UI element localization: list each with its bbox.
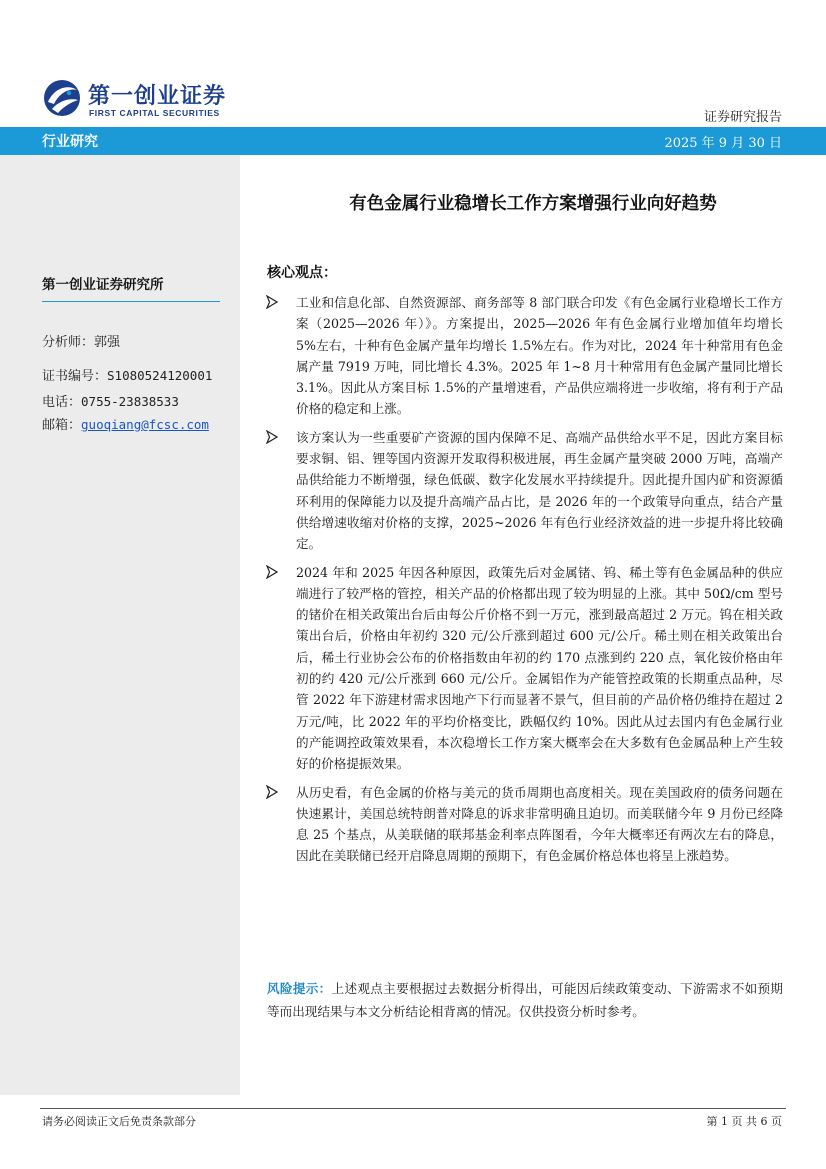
risk-text: 上述观点主要根据过去数据分析得出，可能因后续政策变动、下游需求不如预期等而出现结果与本文分析结论相背离的情况。仅供投资分析时参考。: [267, 981, 784, 1019]
header-band: [0, 127, 826, 155]
institute-divider: [42, 301, 220, 302]
logo-chinese-name: 第一创业证券: [88, 84, 227, 109]
analyst-label: 分析师：: [42, 335, 95, 350]
analyst-line: [42, 331, 120, 350]
report-type: 证券研究报告: [703, 110, 782, 125]
arrow-bullet-icon: [266, 565, 278, 579]
arrow-bullet-icon: [266, 785, 278, 799]
risk-warning: [267, 977, 783, 1023]
certificate-line: [42, 365, 212, 384]
list-item: [266, 292, 783, 420]
logo-english-name: FIRST CAPITAL SECURITIES: [89, 108, 220, 118]
institute-name: 第一创业证券研究所: [42, 277, 164, 293]
page-number: 第 1 页 共 6 页: [706, 1115, 782, 1128]
email-link[interactable]: guoqiang@fcsc.com: [81, 417, 209, 432]
email-label: 邮箱：: [42, 418, 82, 433]
risk-label: 风险提示：: [267, 981, 332, 996]
core-views-list: [266, 292, 783, 867]
list-item: [266, 562, 783, 775]
list-item-text: 工业和信息化部、自然资源部、商务部等 8 部门联合印发《有色金属行业稳增长工作方案（2025—2026 年）》。方案提出，2025—2026 年有色金属行业增加值年均增长 5%左右，十种有色金属产量年均增长 1.5%左右。作为对比，2024 年十种常用有色金属产量 7919 万吨，同比增长 4.3%。2025 年 1~8 月十种常用有色金属产量同比增长 3.1%。因此从方案目标 1.5%的产量增速看，产品供应端将进一步收缩，将有利于产品价格的稳定和上涨。: [296, 295, 783, 417]
list-item-text: 2024 年和 2025 年因各种原因，政策先后对金属锗、钨、稀土等有色金属品种的供应端进行了较严格的管控，相关产品的价格都出现了较为明显的上涨。其中 50Ω/cm 型号的锗价在相关政策出台后由每公斤价格不到一万元，涨到最高超过 2 万元。钨在相关政策出台后，价格由年初约 320 元/公斤涨到超过 600 元/公斤。稀土则在相关政策出台后，稀土行业协会公布的价格指数由年初的约 170 点涨到约 220 点，氧化铵价格由年初的约 420 元/公斤涨到 660 元/公斤。金属铝作为产能管控政策的长期重点品种，尽管 2022 年下游建材需求因地产下行而显著不景气，但目前的产品价格仍维持在超过 2 万元/吨，比 2022 年的平均价格变比，跌幅仅约 10%。因此从过去国内有色金属行业的产能调控政策效果看，本次稳增长工作方案大概率会在大多数有色金属品种上产生较好的价格提振效果。: [296, 564, 783, 772]
globe-logo-icon: [42, 78, 82, 118]
email-line: [42, 414, 209, 433]
footer-divider: [40, 1108, 786, 1109]
core-views-heading: 核心观点：: [267, 265, 337, 281]
arrow-bullet-icon: [266, 430, 278, 444]
sidebar: [0, 155, 240, 1095]
certificate-number: S1080524120001: [107, 368, 213, 383]
list-item-text: 从历史看，有色金属的价格与美元的货币周期也高度相关。现在美国政府的债务问题在快速累计，美国总统特朗普对降息的诉求非常明确且迫切。而美联储今年 9 月份已经降息 25 个基点，从美联储的联邦基金利率点阵图看，今年大概率还有两次左右的降息，因此在美联储已经开启降息周期的预期下，有色金属价格总体也将呈上涨趋势。: [296, 784, 783, 864]
list-item: [266, 427, 783, 555]
analyst-name: 郭强: [94, 335, 121, 350]
report-title: 有色金属行业稳增长工作方案增强行业向好趋势: [349, 194, 717, 214]
phone-line: [42, 391, 179, 410]
certificate-label: 证书编号：: [42, 369, 108, 384]
report-category: 行业研究: [42, 134, 98, 150]
footer-disclaimer: 请务必阅读正文后免责条款部分: [42, 1115, 196, 1128]
list-item-text: 该方案认为一些重要矿产资源的国内保障不足、高端产品供给水平不足，因此方案目标要求铜、铝、锂等国内资源开发取得积极进展，再生金属产量突破 2000 万吨，高端产品供给能力不断增强，绿色低碳、数字化发展水平持续提升。因此提升国内矿和资源循环利用的保障能力以及提升高端产品占比，是 2026 年的一个政策导向重点，结合产量供给增速收缩对价格的支撑，2025~2026 年有色行业经济效益的进一步提升将比较确定。: [296, 429, 783, 552]
arrow-bullet-icon: [266, 295, 278, 309]
report-date: 2025 年 9 月 30 日: [664, 136, 782, 151]
company-logo: [42, 78, 242, 122]
phone-number: 0755-23838533: [81, 394, 179, 409]
list-item: [266, 782, 783, 867]
phone-label: 电话：: [42, 395, 82, 410]
